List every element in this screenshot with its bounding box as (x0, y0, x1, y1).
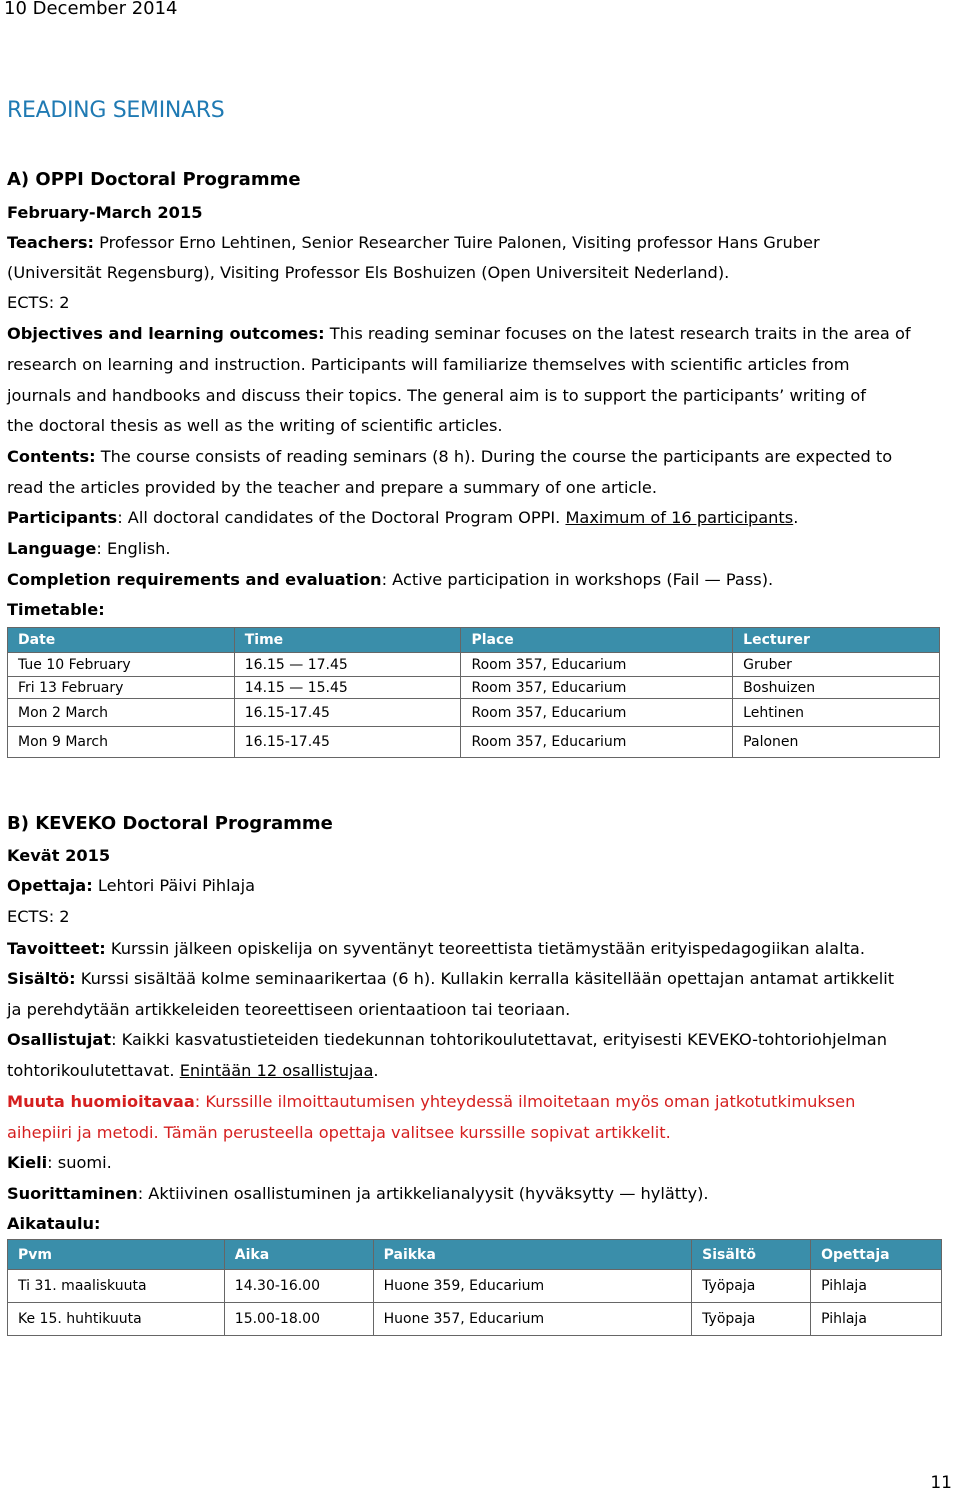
content-line-2: ja perehdytään artikkeleiden teoreettiseen orientaatioon tai teoriaan. (7, 1000, 571, 1019)
page-heading: READING SEMINARS (7, 98, 225, 123)
table-row (8, 1270, 942, 1303)
participants-label: Participants (7, 508, 118, 527)
objectives-line-2: research on learning and instruction. Participants will familiarize themselves with scientific articles from (7, 355, 850, 374)
table-cell: Room 357, Educarium (461, 653, 733, 677)
ects-value: : 2 (48, 907, 70, 926)
participants-text: tohtorikoulutettavat. (7, 1061, 180, 1080)
other-notes-line-2: aihepiiri ja metodi. Tämän perusteella opettaja valitsee kurssille sopivat artikkelit. (7, 1123, 671, 1142)
column-header-lecturer: Lecturer (733, 628, 940, 653)
section-a-contents (7, 447, 892, 466)
language-text: : suomi. (47, 1153, 112, 1172)
section-a-timetable-label: Timetable: (7, 600, 105, 619)
timetable-b (7, 1239, 942, 1336)
table-cell: Tue 10 February (8, 653, 235, 677)
table-cell: 16.15 — 17.45 (234, 653, 461, 677)
column-header-teacher: Opettaja (811, 1240, 942, 1270)
table-cell: Room 357, Educarium (461, 677, 733, 699)
contents-text: The course consists of reading seminars (8 h). During the course the participants are expected to (100, 447, 893, 466)
teachers-label: Teachers: (7, 233, 94, 252)
goals-text: Kurssin jälkeen opiskelija on syventänyt teoreettista tietämystään erityispedagogiikan alalta. (105, 939, 865, 958)
table-cell: Fri 13 February (8, 677, 235, 699)
completion-text: : Active participation in workshops (Fail — Pass). (381, 570, 774, 589)
table-cell: Lehtinen (733, 699, 940, 727)
participants-max: Enintään 12 osallistujaa (179, 1061, 374, 1080)
contents-line-2: read the articles provided by the teacher and prepare a summary of one article. (7, 478, 657, 497)
section-a-period: February-March 2015 (7, 203, 203, 222)
completion-label: Suorittaminen (7, 1184, 138, 1203)
section-b-language (7, 1153, 112, 1172)
table-cell: Pihlaja (811, 1270, 942, 1303)
column-header-date: Date (8, 628, 235, 653)
column-header-time: Aika (224, 1240, 373, 1270)
section-b-completion (7, 1184, 709, 1203)
column-header-content: Sisältö (692, 1240, 811, 1270)
page-number: 11 (930, 1473, 952, 1493)
other-notes-label: Muuta huomioitavaa (7, 1092, 195, 1111)
section-b-content (7, 969, 894, 988)
section-a-teachers (7, 233, 820, 252)
column-header-time: Time (234, 628, 461, 653)
section-a-participants (7, 508, 798, 527)
table-cell: Huone 357, Educarium (373, 1303, 692, 1336)
table-cell: Boshuizen (733, 677, 940, 699)
completion-label: Completion requirements and evaluation (7, 570, 382, 589)
content-text: Kurssi sisältää kolme seminaarikertaa (6 h). Kullakin kerralla käsitellään opettajan antamat artikkelit (75, 969, 895, 988)
participants-end: . (373, 1061, 379, 1080)
table-row (8, 1303, 942, 1336)
table-cell: Pihlaja (811, 1303, 942, 1336)
section-a-language (7, 539, 171, 558)
section-b-goals (7, 939, 865, 958)
table-row (8, 677, 940, 699)
goals-label: Tavoitteet: (7, 939, 106, 958)
table-cell: Mon 2 March (8, 699, 235, 727)
table-cell: Huone 359, Educarium (373, 1270, 692, 1303)
section-b-other-notes (7, 1092, 855, 1111)
participants-end: . (793, 508, 799, 527)
ects-label: ECTS (7, 907, 49, 926)
table-cell: 14.15 — 15.45 (234, 677, 461, 699)
section-b-teacher (7, 876, 255, 895)
table-cell: Room 357, Educarium (461, 699, 733, 727)
table-cell: Gruber (733, 653, 940, 677)
section-a-objectives (7, 324, 911, 343)
language-label: Language (7, 539, 97, 558)
table-cell: Palonen (733, 727, 940, 758)
contents-label: Contents: (7, 447, 96, 466)
table-cell: 14.30-16.00 (224, 1270, 373, 1303)
document-date: 10 December 2014 (4, 0, 178, 19)
section-b-timetable-label: Aikataulu: (7, 1214, 101, 1233)
section-a-title: A) OPPI Doctoral Programme (7, 169, 301, 190)
table-cell: Mon 9 March (8, 727, 235, 758)
table-cell: Työpaja (692, 1270, 811, 1303)
column-header-place: Place (461, 628, 733, 653)
timetable-a (7, 627, 940, 758)
other-notes-text: : Kurssille ilmoittautumisen yhteydessä ilmoitetaan myös oman jatkotutkimuksen (194, 1092, 856, 1111)
content-label: Sisältö: (7, 969, 76, 988)
language-text: : English. (96, 539, 171, 558)
section-b-period: Kevät 2015 (7, 846, 111, 865)
objectives-text: This reading seminar focuses on the latest research traits in the area of (329, 324, 911, 343)
ects-value: : 2 (48, 293, 70, 312)
section-a-ects (7, 293, 70, 312)
completion-text: : Aktiivinen osallistuminen ja artikkelianalyysit (hyväksytty — hylätty). (137, 1184, 709, 1203)
participants-max: Maximum of 16 participants (565, 508, 794, 527)
objectives-label: Objectives and learning outcomes: (7, 324, 325, 343)
table-cell: Ti 31. maaliskuuta (8, 1270, 225, 1303)
table-cell: 15.00-18.00 (224, 1303, 373, 1336)
table-row (8, 727, 940, 758)
column-header-place: Paikka (373, 1240, 692, 1270)
objectives-line-4: the doctoral thesis as well as the writing of scientific articles. (7, 416, 503, 435)
table-header-row (8, 1240, 942, 1270)
language-label: Kieli (7, 1153, 48, 1172)
table-cell: 16.15-17.45 (234, 699, 461, 727)
table-header-row (8, 628, 940, 653)
ects-label: ECTS (7, 293, 49, 312)
column-header-date: Pvm (8, 1240, 225, 1270)
section-b-ects (7, 907, 70, 926)
participants-text: : Kaikki kasvatustieteiden tiedekunnan tohtorikoulutettavat, erityisesti KEVEKO-tohtoriohjelman (111, 1030, 887, 1049)
table-cell: Työpaja (692, 1303, 811, 1336)
teacher-label: Opettaja: (7, 876, 93, 895)
table-cell: 16.15-17.45 (234, 727, 461, 758)
section-b-participants (7, 1030, 887, 1049)
table-row (8, 653, 940, 677)
participants-text: : All doctoral candidates of the Doctoral Program OPPI. (117, 508, 566, 527)
section-a-completion (7, 570, 773, 589)
objectives-line-3: journals and handbooks and discuss their topics. The general aim is to support the participants’ writing of (7, 386, 866, 405)
table-cell: Ke 15. huhtikuuta (8, 1303, 225, 1336)
section-b-title: B) KEVEKO Doctoral Programme (7, 813, 333, 834)
participants-line-2 (7, 1061, 379, 1080)
table-cell: Room 357, Educarium (461, 727, 733, 758)
teachers-text: Professor Erno Lehtinen, Senior Researcher Tuire Palonen, Visiting professor Hans Gruber (99, 233, 820, 252)
section-a-teachers-cont: (Universität Regensburg), Visiting Professor Els Boshuizen (Open Universiteit Nederland). (7, 263, 730, 282)
participants-label: Osallistujat (7, 1030, 112, 1049)
teacher-text: Lehtori Päivi Pihlaja (92, 876, 256, 895)
table-row (8, 699, 940, 727)
